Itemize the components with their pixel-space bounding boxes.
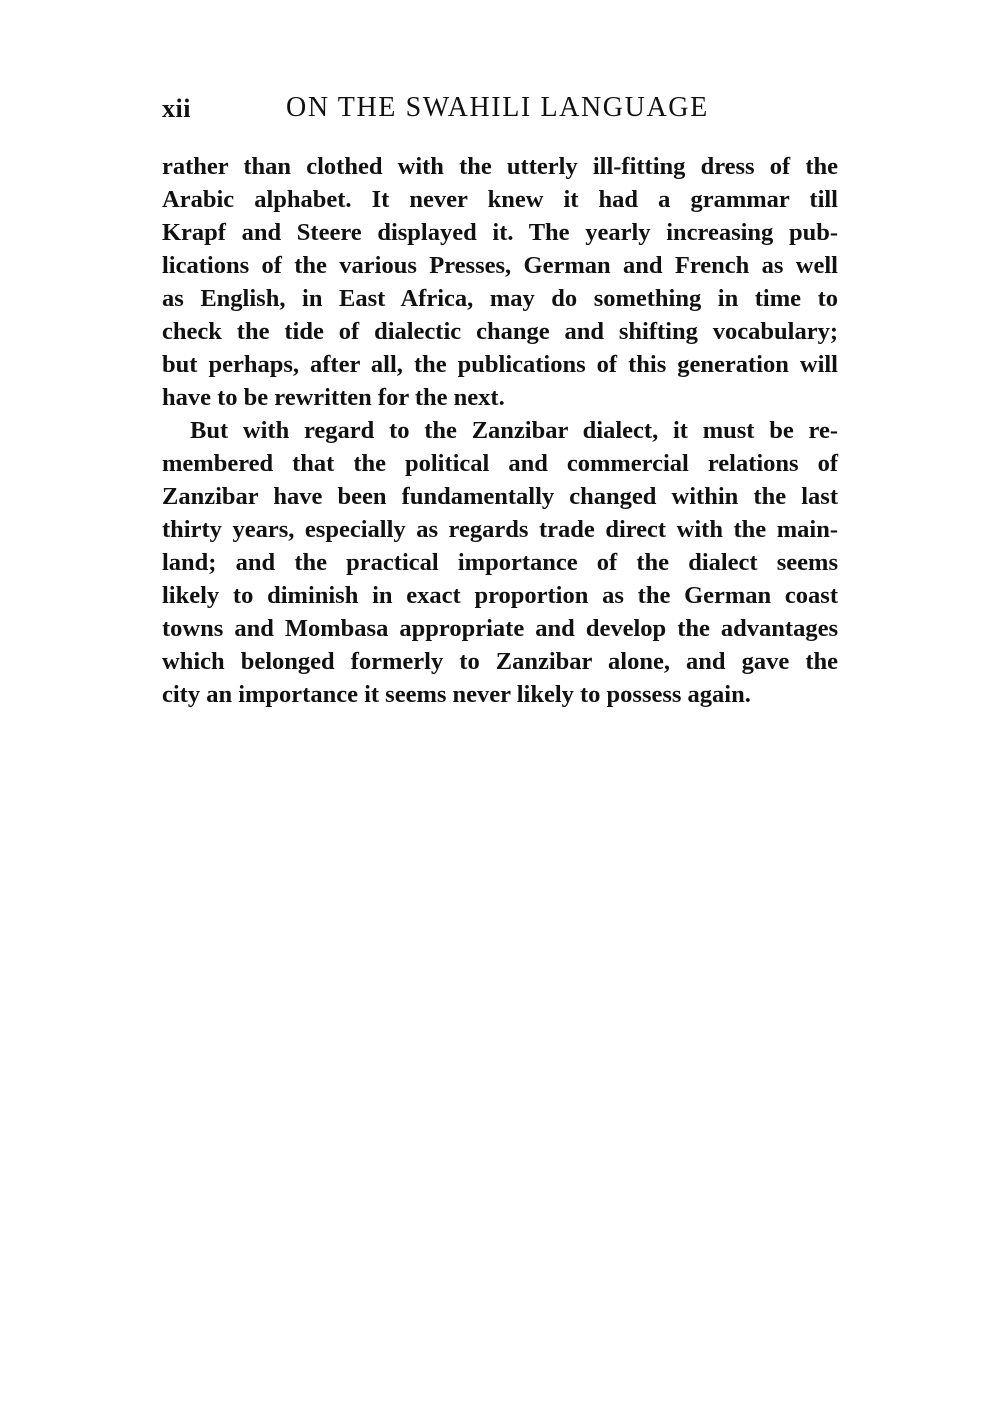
text-line: have to be rewritten for the next.	[162, 384, 505, 411]
text-line: Krapf and Steere displayed it. The yearly increasing pub-	[162, 219, 838, 246]
text-line: but perhaps, after all, the publications of this generation will	[162, 351, 838, 378]
running-head	[162, 92, 838, 132]
text-line: as English, in East Africa, may do something in time to	[162, 285, 838, 312]
body-text	[162, 150, 838, 711]
text-line: city an importance it seems never likely to possess again.	[162, 681, 751, 708]
text-line: thirty years, especially as regards trade direct with the main-	[162, 516, 838, 543]
running-title: ON THE SWAHILI LANGUAGE	[286, 92, 709, 123]
page-number: xii	[162, 94, 191, 123]
text-line: membered that the political and commercial relations of	[162, 450, 838, 477]
paragraph-2	[162, 414, 838, 711]
text-line: land; and the practical importance of the dialect seems	[162, 549, 838, 576]
text-line: lications of the various Presses, German and French as well	[162, 252, 838, 279]
text-line: rather than clothed with the utterly ill-fitting dress of the	[162, 153, 838, 180]
text-line: towns and Mombasa appropriate and develop the advantages	[162, 615, 838, 642]
text-line: check the tide of dialectic change and shifting vocabulary;	[162, 318, 838, 345]
text-line: likely to diminish in exact proportion as the German coast	[162, 582, 838, 609]
text-line: which belonged formerly to Zanzibar alone, and gave the	[162, 648, 838, 675]
text-line: But with regard to the Zanzibar dialect, it must be re-	[190, 417, 838, 444]
text-line: Arabic alphabet. It never knew it had a grammar till	[162, 186, 838, 213]
paragraph-1	[162, 150, 838, 414]
text-line: Zanzibar have been fundamentally changed within the last	[162, 483, 838, 510]
